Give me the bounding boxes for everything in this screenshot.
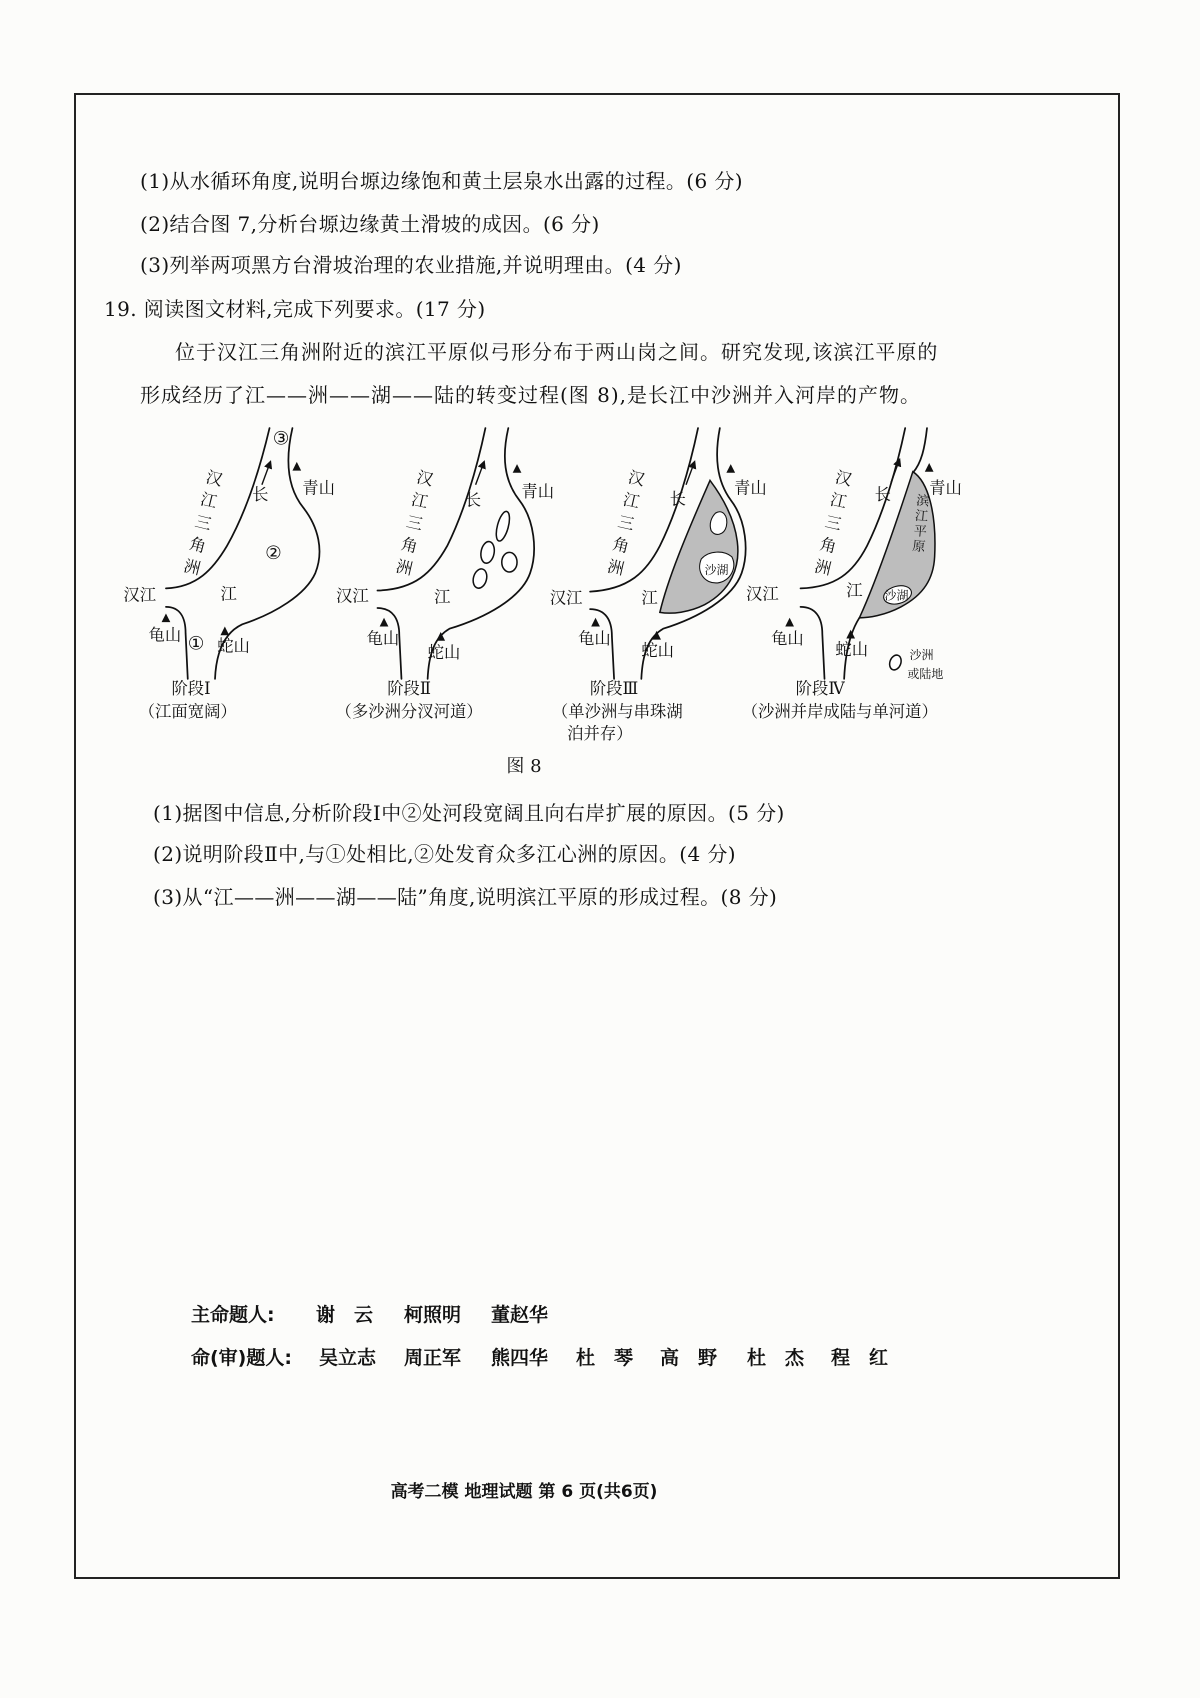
marker-1: ①: [187, 633, 205, 655]
stage-1-label: 阶段Ⅰ: [171, 679, 211, 699]
q18-sub-2: (2)结合图 7,分析台塬边缘黄土滑坡的成因。(6 分): [140, 212, 600, 236]
sand-island: [479, 541, 496, 565]
q18-sub-1: (1)从水循环角度,说明台塬边缘饱和黄土层泉水出露的过程。(6 分): [140, 169, 743, 193]
sand-island: [502, 552, 517, 572]
river-label-jiang: 江: [846, 580, 863, 600]
q19-sub-2: (2)说明阶段Ⅱ中,与①处相比,②处发育众多江心洲的原因。(4 分): [153, 842, 736, 866]
sand-lake-label: 沙湖: [704, 563, 729, 578]
river-label-chang: 长: [464, 490, 482, 510]
sheshan-peak-icon: [652, 631, 661, 640]
chief-setter-name: 董赵华: [491, 1304, 549, 1326]
panel-4-old-right-bank: [913, 428, 927, 473]
page-footer: 高考二模 地理试题 第 6 页(共6页): [390, 1482, 658, 1502]
stage-3-label: 阶段Ⅲ: [589, 679, 639, 699]
sheshan-label: 蛇山: [427, 643, 461, 663]
reviewer-name: 周正军: [404, 1347, 462, 1369]
qingshan-peak-icon: [513, 464, 522, 473]
legend-label-line-2: 或陆地: [907, 666, 944, 681]
guishan-peak-icon: [162, 613, 171, 622]
river-label-chang: 长: [874, 485, 892, 505]
han-river-label: 汉江: [549, 588, 583, 608]
sand-island: [494, 510, 512, 542]
river-label-chang: 长: [252, 485, 269, 505]
reviewer-label: 命(审)题人:: [191, 1347, 292, 1369]
legend-label-line-1: 沙洲: [909, 648, 934, 663]
figure-caption: 图 8: [506, 756, 542, 777]
river-label-jiang: 江: [434, 587, 451, 607]
panel-stage-3: [550, 428, 767, 743]
qingshan-label: 青山: [929, 478, 962, 498]
marker-2: ②: [265, 542, 282, 564]
guishan-peak-icon: [591, 618, 600, 627]
stage-3-desc-line-1: （单沙洲与串珠湖: [551, 702, 683, 722]
q19-material-line-1: 位于汉江三角洲附近的滨江平原似弓形分布于两山岗之间。研究发现,该滨江平原的: [175, 340, 939, 364]
chief-setter-name: 谢 云: [316, 1304, 374, 1326]
qingshan-label: 青山: [521, 481, 555, 501]
sand-island: [471, 567, 489, 589]
qingshan-label: 青山: [302, 478, 335, 498]
han-delta-label: 汉江三角洲: [390, 467, 435, 584]
han-river-label: 汉江: [746, 584, 779, 604]
stage-2-desc: （多沙洲分汊河道）: [335, 702, 483, 722]
guishan-label: 龟山: [578, 628, 611, 648]
sheshan-label: 蛇山: [641, 640, 675, 660]
panel-4-han-lower-bank: [801, 607, 825, 679]
sheshan-label: 蛇山: [835, 639, 869, 659]
q19-material-line-2: 形成经历了江——洲——湖——陆的转变过程(图 8),是长江中沙洲并入河岸的产物。: [140, 383, 922, 407]
stage-3-desc-line-2: 泊并存）: [567, 723, 633, 743]
reviewer-name: 熊四华: [491, 1347, 549, 1369]
reviewer-name: 杜 杰: [747, 1347, 805, 1369]
han-river-label: 汉江: [336, 586, 369, 606]
reviewer-name: 吴立志: [319, 1347, 377, 1369]
q19-sub-3: (3)从“江——洲——湖——陆”角度,说明滨江平原的形成过程。(8 分): [153, 885, 778, 909]
panel-stage-2: [336, 428, 555, 721]
chief-setter-name: 柯照明: [404, 1304, 462, 1326]
reviewer-name: 高 野: [660, 1347, 718, 1369]
panel-stage-4: [742, 428, 962, 721]
stage-4-desc: （沙洲并岸成陆与单河道）: [741, 702, 938, 722]
legend-sandbar-symbol: [888, 653, 903, 671]
qingshan-peak-icon: [292, 462, 301, 471]
stage-4-label: 阶段Ⅳ: [795, 679, 845, 699]
han-delta-label: 汉江三角洲: [178, 467, 225, 583]
han-delta-label: 汉江三角洲: [809, 467, 854, 584]
qingshan-peak-icon: [726, 464, 735, 473]
stage-2-label: 阶段Ⅱ: [387, 679, 431, 699]
sheshan-label: 蛇山: [217, 636, 250, 656]
chief-setter-label: 主命题人:: [191, 1304, 275, 1326]
reviewer-name: 杜 琴: [576, 1347, 634, 1369]
panel-stage-1: [123, 428, 335, 721]
qingshan-label: 青山: [734, 478, 767, 498]
sand-lake-label: 沙湖: [884, 588, 909, 603]
binjiang-plain-label: 滨江平原: [908, 492, 930, 555]
guishan-peak-icon: [785, 618, 794, 627]
guishan-label: 龟山: [366, 628, 400, 648]
flow-arrow-icon: [262, 464, 270, 485]
qingshan-peak-icon: [925, 463, 934, 472]
q18-sub-3: (3)列举两项黑方台滑坡治理的农业措施,并说明理由。(4 分): [140, 253, 682, 277]
han-river-label: 汉江: [123, 585, 157, 605]
river-label-jiang: 江: [220, 584, 237, 604]
sheshan-peak-icon: [846, 630, 855, 639]
guishan-peak-icon: [380, 618, 389, 627]
reviewer-name: 程 红: [831, 1347, 889, 1369]
stage-1-desc: （江面宽阔）: [138, 702, 237, 722]
sheshan-peak-icon: [220, 627, 229, 636]
river-label-jiang: 江: [641, 588, 658, 608]
han-delta-label: 汉江三角洲: [601, 467, 647, 584]
guishan-label: 龟山: [148, 625, 182, 645]
q19-sub-1: (1)据图中信息,分析阶段Ⅰ中②处河段宽阔且向右岸扩展的原因。(5 分): [153, 801, 785, 825]
river-label-chang: 长: [669, 489, 687, 509]
figure-8-river-evolution-map: [109, 415, 1069, 753]
guishan-label: 龟山: [771, 628, 804, 648]
q19-title: 19. 阅读图文材料,完成下列要求。(17 分): [104, 297, 486, 321]
flow-arrow-icon: [891, 462, 899, 483]
marker-3: ③: [272, 428, 290, 450]
